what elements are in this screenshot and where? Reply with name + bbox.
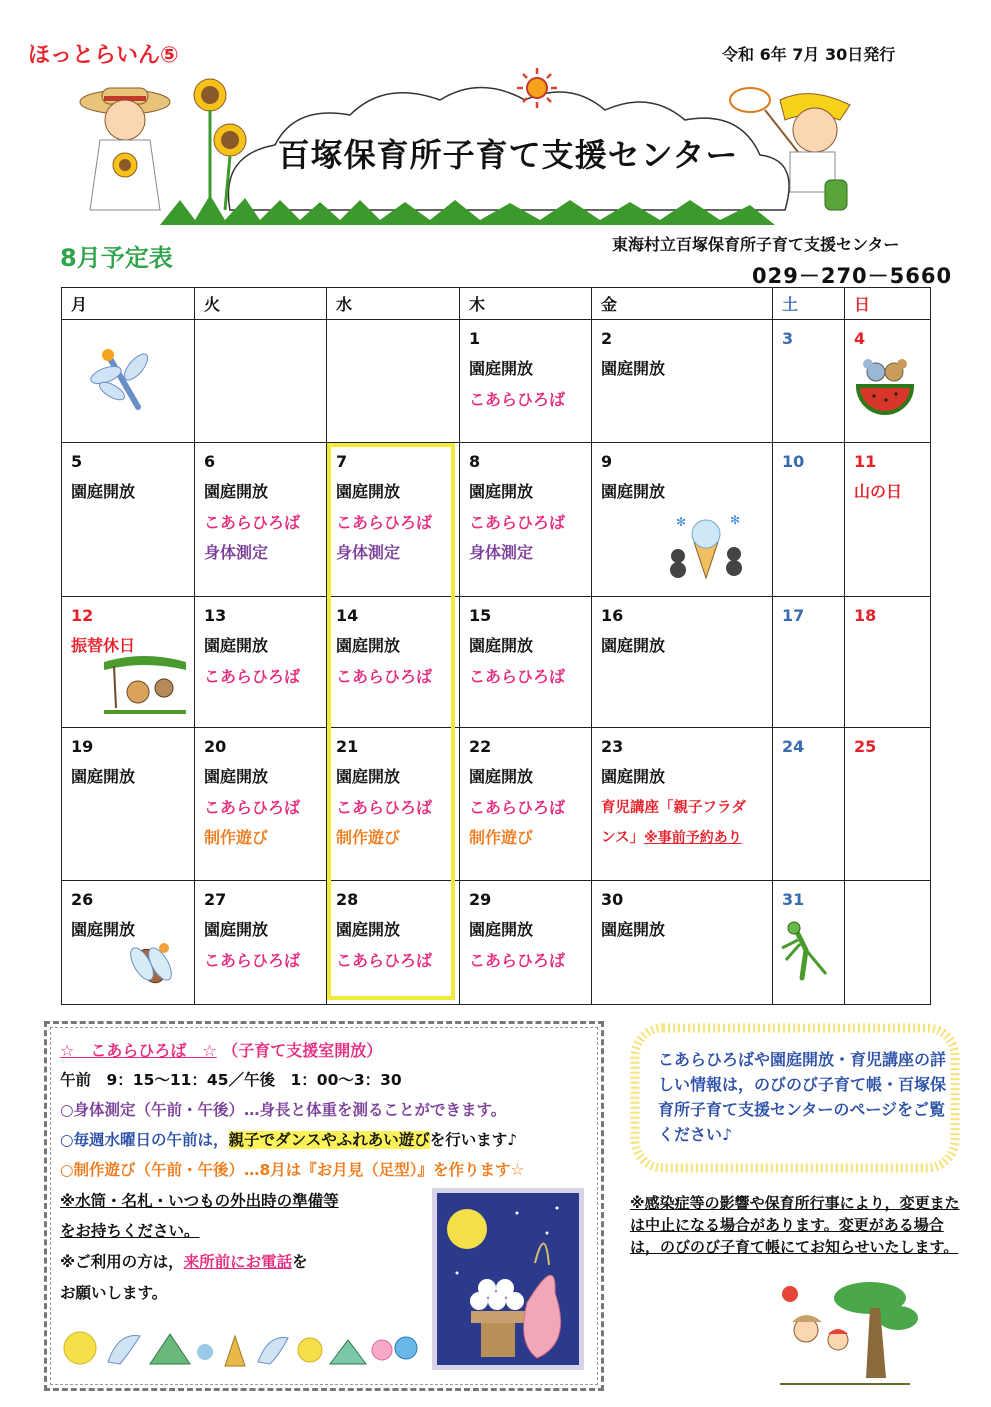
mantis-icon bbox=[776, 920, 834, 984]
calendar-day-cell bbox=[773, 597, 845, 728]
day-number: 23 bbox=[601, 737, 624, 756]
calendar-event-label: 園庭開放 bbox=[601, 359, 666, 378]
calendar-event-label: こあらひろば bbox=[336, 797, 433, 817]
calendar-event bbox=[469, 793, 591, 824]
day-number: 24 bbox=[782, 737, 805, 756]
calendar-event bbox=[854, 477, 930, 508]
calendar-event-label: 制作遊び bbox=[204, 828, 269, 847]
calendar-day-cell bbox=[62, 728, 195, 881]
day-number: 11 bbox=[854, 452, 877, 471]
calendar-event bbox=[601, 477, 772, 508]
info-title: ☆ こあらひろば ☆ bbox=[60, 1041, 217, 1060]
calendar-event bbox=[204, 915, 326, 946]
calendar-event bbox=[469, 477, 591, 508]
calendar-event bbox=[204, 538, 326, 569]
calendar-event bbox=[204, 631, 326, 662]
calendar-event bbox=[469, 762, 591, 793]
calendar-event-label: こあらひろば bbox=[204, 666, 301, 686]
calendar-event-label: 山の日 bbox=[854, 482, 903, 501]
weekday-header-saturday: 土 bbox=[773, 288, 845, 320]
calendar-event bbox=[469, 538, 591, 569]
calendar-event-label: こあらひろば bbox=[469, 389, 566, 409]
calendar-day-cell bbox=[460, 728, 592, 881]
calendar-day-content bbox=[327, 881, 459, 1004]
calendar-event-label: 振替休日 bbox=[71, 636, 136, 655]
weekday-header: 水 bbox=[327, 288, 460, 320]
calendar-event-label: こあらひろば bbox=[204, 950, 301, 970]
calendar-event-label: 制作遊び bbox=[336, 828, 401, 847]
day-number: 2 bbox=[601, 329, 613, 348]
calendar-event-label: 園庭開放 bbox=[204, 482, 269, 501]
calendar-day-content bbox=[195, 728, 326, 880]
calendar-day-content bbox=[460, 320, 591, 442]
calendar-event-label: 園庭開放 bbox=[204, 767, 269, 786]
calendar-event bbox=[204, 793, 326, 824]
org-name: 東海村立百塚保育所子育て支援センター bbox=[612, 235, 900, 254]
calendar-day-cell bbox=[460, 443, 592, 597]
calendar-event bbox=[469, 385, 591, 416]
calendar-event-label: 園庭開放 bbox=[601, 482, 666, 501]
day-number: 18 bbox=[854, 606, 877, 625]
info-phone-pre: ※ご利用の方は， bbox=[60, 1253, 184, 1271]
calendar-event bbox=[469, 823, 591, 854]
calendar-day-content bbox=[592, 881, 772, 1004]
info-hours: 午前 9：15～11：45／午後 1：00～3：30 bbox=[60, 1071, 402, 1089]
calendar-event bbox=[336, 793, 459, 824]
calendar-day-content bbox=[592, 320, 772, 442]
calendar-day-content bbox=[845, 881, 930, 1004]
calendar-event-label: 育児講座「親子フラダ bbox=[601, 799, 746, 816]
calendar-day-content bbox=[195, 597, 326, 727]
info-subtitle: （子育て支援室開放） bbox=[222, 1041, 383, 1060]
day-number: 6 bbox=[204, 452, 216, 471]
calendar-day-cell bbox=[195, 597, 327, 728]
day-number: 26 bbox=[71, 890, 94, 909]
calendar-event bbox=[336, 823, 459, 854]
calendar-event bbox=[601, 354, 772, 385]
day-number bbox=[854, 885, 930, 915]
calendar-event-label: 身体測定 bbox=[469, 543, 534, 562]
day-number: 21 bbox=[336, 737, 359, 756]
day-number: 9 bbox=[601, 452, 613, 471]
calendar-event-label: 園庭開放 bbox=[469, 920, 534, 939]
calendar-day-cell bbox=[195, 881, 327, 1005]
calendar-table bbox=[61, 287, 931, 1005]
day-number: 25 bbox=[854, 737, 877, 756]
calendar-event-label: こあらひろば bbox=[469, 797, 566, 817]
calendar-day-cell bbox=[592, 597, 773, 728]
info-wednesday-line bbox=[60, 1128, 517, 1150]
ants-icecream-icon bbox=[666, 512, 746, 582]
info-wednesday-post: を行います♪ bbox=[429, 1131, 518, 1149]
calendar-day-cell bbox=[327, 443, 460, 597]
calendar-day-cell bbox=[592, 728, 773, 881]
cicada-icon bbox=[120, 938, 182, 990]
info-bring-1: ※水筒・名札・いつもの外出時の準備等 bbox=[60, 1192, 339, 1210]
calendar-day-content bbox=[460, 728, 591, 880]
calendar-event bbox=[336, 508, 459, 539]
animals-forest-icon bbox=[104, 656, 186, 716]
calendar-day-content bbox=[195, 320, 326, 442]
calendar-day-content bbox=[195, 881, 326, 1004]
calendar-day-content bbox=[592, 728, 772, 880]
calendar-day-content bbox=[62, 728, 194, 880]
day-number: 31 bbox=[782, 890, 805, 909]
calendar-event bbox=[204, 662, 326, 693]
weekday-header-sunday: 日 bbox=[845, 288, 931, 320]
children-tree-icon bbox=[770, 1278, 920, 1390]
calendar-event-label: 園庭開放 bbox=[469, 482, 534, 501]
calendar-day-content bbox=[592, 597, 772, 727]
calendar-event-label: ンス」 bbox=[601, 830, 645, 846]
calendar-event bbox=[204, 946, 326, 977]
day-number bbox=[336, 324, 459, 354]
calendar-event bbox=[336, 662, 459, 693]
calendar-day-cell bbox=[773, 320, 845, 443]
calendar-day-content bbox=[773, 597, 844, 727]
svg-text:✻: ✻ bbox=[676, 515, 687, 529]
calendar-event bbox=[601, 823, 772, 854]
day-number: 5 bbox=[71, 452, 83, 471]
calendar-event bbox=[469, 631, 591, 662]
calendar-event bbox=[601, 631, 772, 662]
day-number: 27 bbox=[204, 890, 227, 909]
calendar-week bbox=[62, 597, 931, 728]
calendar-day-cell bbox=[460, 597, 592, 728]
mice-watermelon-icon bbox=[854, 352, 916, 418]
calendar-event-label: 園庭開放 bbox=[336, 636, 401, 655]
day-number: 15 bbox=[469, 606, 492, 625]
day-number: 29 bbox=[469, 890, 492, 909]
center-name: 百塚保育所子育て支援センター bbox=[277, 136, 739, 174]
calendar-day-cell bbox=[460, 320, 592, 443]
day-number: 8 bbox=[469, 452, 481, 471]
calendar-day-cell bbox=[195, 320, 327, 443]
calendar-event bbox=[601, 793, 772, 824]
day-number: 22 bbox=[469, 737, 492, 756]
day-number: 20 bbox=[204, 737, 227, 756]
issue-date: 令和 6年 7月 30日発行 bbox=[722, 45, 896, 64]
calendar-day-cell bbox=[327, 881, 460, 1005]
calendar-day-content bbox=[460, 881, 591, 1004]
weekday-header: 月 bbox=[62, 288, 195, 320]
svg-text:✻: ✻ bbox=[730, 513, 741, 527]
calendar-event bbox=[601, 762, 772, 793]
calendar-event-label: 園庭開放 bbox=[204, 636, 269, 655]
weekday-header: 火 bbox=[195, 288, 327, 320]
info-craft: ○制作遊び（午前・午後）…8月は『お月見（足型）』を作ります☆ bbox=[60, 1161, 525, 1179]
calendar-day-cell bbox=[845, 443, 931, 597]
info-measure: ○身体測定（午前・午後）…身長と体重を測ることができます。 bbox=[60, 1101, 507, 1119]
calendar-event-label: 園庭開放 bbox=[71, 482, 136, 501]
calendar-event bbox=[469, 508, 591, 539]
day-number: 28 bbox=[336, 890, 359, 909]
calendar-day-cell bbox=[327, 320, 460, 443]
calendar-day-cell bbox=[460, 881, 592, 1005]
calendar-event-label: 園庭開放 bbox=[336, 482, 401, 501]
calendar-event bbox=[204, 762, 326, 793]
calendar-event-label: 園庭開放 bbox=[336, 920, 401, 939]
calendar-event-label: 園庭開放 bbox=[601, 767, 666, 786]
sun-icon bbox=[517, 68, 557, 108]
calendar-event-label: こあらひろば bbox=[469, 666, 566, 686]
calendar-event-label: こあらひろば bbox=[469, 512, 566, 532]
calendar-event bbox=[469, 354, 591, 385]
calendar-event-label: こあらひろば bbox=[336, 950, 433, 970]
calendar-event-label: 身体測定 bbox=[204, 543, 269, 562]
caution-text: ※感染症等の影響や保育所行事により，変更または中止になる場合があります。変更がある場合は，のびのび子育て帳にてお知らせいたします。 bbox=[630, 1194, 960, 1256]
calendar-event bbox=[601, 915, 772, 946]
calendar-day-cell bbox=[773, 728, 845, 881]
calendar-event-label: 園庭開放 bbox=[601, 920, 666, 939]
calendar-event-label: こあらひろば bbox=[204, 512, 301, 532]
calendar-week bbox=[62, 443, 931, 597]
calendar-day-content bbox=[845, 443, 930, 596]
calendar-day-cell bbox=[592, 320, 773, 443]
weekday-header: 金 bbox=[592, 288, 773, 320]
info-phone-highlight: 来所前にお電話 bbox=[183, 1253, 293, 1271]
calendar-event bbox=[71, 477, 194, 508]
info-phone-2: お願いします。 bbox=[60, 1284, 168, 1302]
calendar-day-content bbox=[62, 443, 194, 596]
month-title: 8月予定表 bbox=[60, 244, 173, 272]
calendar-event bbox=[469, 662, 591, 693]
calendar-event bbox=[336, 631, 459, 662]
calendar-event-label: 制作遊び bbox=[469, 828, 534, 847]
calendar-week bbox=[62, 728, 931, 881]
info-title-line bbox=[60, 1038, 382, 1061]
calendar-day-cell bbox=[195, 728, 327, 881]
calendar-day-cell bbox=[845, 728, 931, 881]
calendar-day-content bbox=[327, 728, 459, 880]
calendar-day-content bbox=[773, 320, 844, 442]
weekday-header: 木 bbox=[460, 288, 592, 320]
calendar-day-cell bbox=[195, 443, 327, 597]
day-number: 3 bbox=[782, 329, 794, 348]
info-phone-post: を bbox=[292, 1253, 308, 1271]
calendar-event-label: 園庭開放 bbox=[336, 767, 401, 786]
calendar-event bbox=[336, 762, 459, 793]
calendar-event-label: 園庭開放 bbox=[204, 920, 269, 939]
calendar-event bbox=[204, 823, 326, 854]
calendar-day-cell bbox=[327, 728, 460, 881]
notice-text: こあらひろばや園庭開放・育児講座の詳しい情報は，のびのび子育て帳・百塚保育所子育て支援センターのページをご覧ください♪ bbox=[658, 1050, 947, 1144]
info-wednesday-pre: ○毎週水曜日の午前は， bbox=[60, 1131, 229, 1149]
weekday-header-row bbox=[62, 288, 931, 320]
calendar-event-label: こあらひろば bbox=[204, 797, 301, 817]
calendar-day-cell bbox=[592, 881, 773, 1005]
newsletter-title: ほっとらいん⑤ bbox=[28, 43, 179, 68]
day-number: 17 bbox=[782, 606, 805, 625]
info-phone-line bbox=[60, 1250, 308, 1272]
reservation-note: ※事前予約あり bbox=[644, 830, 742, 846]
calendar-event bbox=[336, 477, 459, 508]
phone-number: 029－270－5660 bbox=[752, 264, 953, 288]
calendar-event-label: こあらひろば bbox=[336, 666, 433, 686]
calendar-day-cell bbox=[845, 597, 931, 728]
day-number: 1 bbox=[469, 329, 481, 348]
calendar-day-cell bbox=[327, 597, 460, 728]
calendar-event bbox=[469, 915, 591, 946]
calendar-event-label: こあらひろば bbox=[469, 950, 566, 970]
calendar-day-content bbox=[327, 443, 459, 596]
calendar-event-label: 身体測定 bbox=[336, 543, 401, 562]
calendar-day-content bbox=[460, 443, 591, 596]
day-number: 16 bbox=[601, 606, 624, 625]
calendar-event-label: 園庭開放 bbox=[601, 636, 666, 655]
info-wednesday-highlight: 親子でダンスやふれあい遊び bbox=[228, 1131, 430, 1149]
day-number: 13 bbox=[204, 606, 227, 625]
calendar-day-content bbox=[773, 443, 844, 596]
day-number bbox=[204, 324, 326, 354]
sunflower-girl bbox=[80, 79, 246, 210]
decorative-icons-row bbox=[60, 1322, 420, 1372]
calendar-day-content bbox=[460, 597, 591, 727]
calendar-day-cell bbox=[845, 881, 931, 1005]
dragonfly-icon bbox=[88, 345, 158, 417]
calendar-event bbox=[204, 477, 326, 508]
calendar-day-content bbox=[845, 728, 930, 880]
day-number: 19 bbox=[71, 737, 94, 756]
calendar-day-content bbox=[327, 320, 459, 442]
info-bring-2: をお持ちください。 bbox=[60, 1222, 200, 1240]
calendar-event bbox=[71, 762, 194, 793]
calendar-week bbox=[62, 320, 931, 443]
calendar-event-label: 園庭開放 bbox=[469, 359, 534, 378]
moon-viewing-photo bbox=[432, 1188, 584, 1370]
day-number: 12 bbox=[71, 606, 94, 625]
day-number: 4 bbox=[854, 329, 866, 348]
calendar-event bbox=[469, 946, 591, 977]
calendar-day-cell bbox=[62, 443, 195, 597]
calendar-day-content bbox=[327, 597, 459, 727]
calendar-event-label: 園庭開放 bbox=[469, 636, 534, 655]
calendar-event-label: 園庭開放 bbox=[71, 920, 136, 939]
calendar-day-content bbox=[845, 597, 930, 727]
day-number: 30 bbox=[601, 890, 624, 909]
day-number: 14 bbox=[336, 606, 359, 625]
calendar-event bbox=[336, 946, 459, 977]
calendar-day-cell bbox=[773, 443, 845, 597]
calendar-event bbox=[336, 915, 459, 946]
calendar-event bbox=[204, 508, 326, 539]
calendar-event-label: こあらひろば bbox=[336, 512, 433, 532]
day-number: 7 bbox=[336, 452, 348, 471]
calendar-event-label: 園庭開放 bbox=[469, 767, 534, 786]
calendar-day-content bbox=[195, 443, 326, 596]
day-number: 10 bbox=[782, 452, 805, 471]
calendar-event bbox=[336, 538, 459, 569]
calendar-event-label: 園庭開放 bbox=[71, 767, 136, 786]
calendar-day-content bbox=[773, 728, 844, 880]
